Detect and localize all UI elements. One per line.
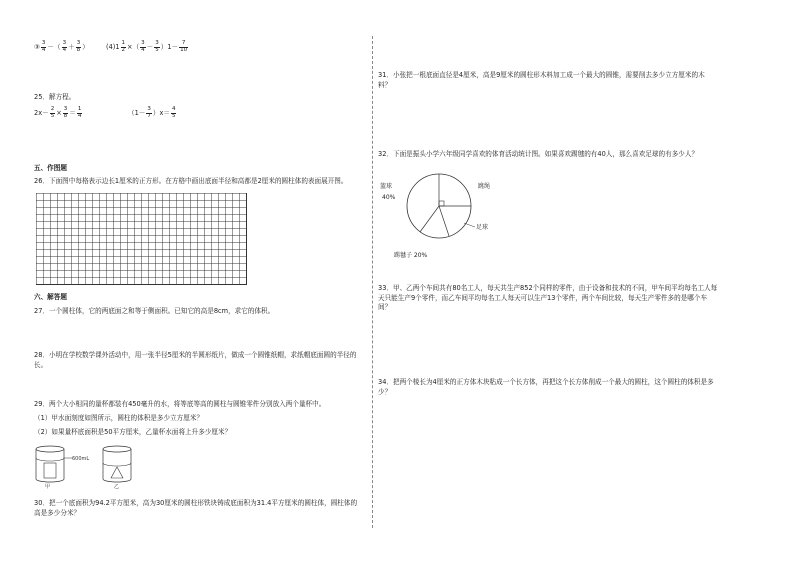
q34-text: 34．把两个棱长为4厘米的正方体木块粘成一个长方体，再把这个长方体削成一个最大的圆柱，这个圆柱的体积是多少？: [378, 378, 714, 396]
q27-text: 27．一个圆柱体，它的两底面之和等于侧面积。已知它的高是8cm，求它的体积。: [34, 307, 275, 315]
pie-label-basketball-pct: 40%: [382, 194, 396, 201]
item-number: ③: [34, 43, 40, 51]
fraction: $\frac{3}{7}$: [147, 106, 151, 119]
fraction: $\frac{3}{4}$: [141, 40, 145, 53]
fraction: $\frac{3}{4}$: [62, 40, 67, 53]
q30-text: 30．把一个底面积为94.2平方厘米，高为30厘米的圆柱形铁块铸成底面积为31.4平方厘米的圆柱体，圆柱体的高是多少分米？: [34, 499, 358, 517]
q32-text: 32．下面是振头小学六年级同学喜欢的体育活动统计图。如果喜欢踢毽的有40人，那么喜欢足球的有多少人？: [378, 150, 699, 158]
section-title-answers: 六、解答题: [34, 293, 67, 301]
cup-b-label: 乙: [114, 484, 120, 489]
pie-label-rope: 跳绳: [478, 183, 491, 190]
cup-a-label: 甲: [45, 484, 51, 489]
sports-pie-chart: [376, 168, 506, 260]
q25-title: 25．解方程。: [34, 93, 76, 101]
pie-label-basketball: 篮球: [380, 183, 393, 190]
fraction: $\frac{1}{2}$: [121, 40, 126, 53]
item-number: (4): [106, 43, 116, 51]
q33-text: 33．甲、乙两个车间共有80名工人，每天共生产852个同样的零件，由于设备和技术的不同，甲车间平均每名工人每天只能生产9个零件，而乙车间平均每名工人每天可以生产13个零件，两个车间比较，每天生产零件多的是哪个车间？: [378, 284, 718, 312]
square-grid[interactable]: [36, 193, 247, 285]
q25-eq1: 2x－ $\frac{2}{5}$ × $\frac{3}{8}$ ＝ $\frac{1}{4}$: [34, 106, 82, 119]
pie-label-football: 足球: [476, 224, 489, 231]
section-title-drawing: 五、作图题: [34, 164, 67, 172]
fraction: $\frac{4}{5}$: [171, 106, 176, 119]
q29-sub1: （1）甲水面刻度如图所示，圆柱的体积是多少立方厘米？: [34, 414, 204, 422]
q31-text: 31．小张把一根底面直径是4厘米，高是9厘米的圆柱形木料加工成一个最大的圆锥，需要削去多少立方厘米的木料？: [378, 71, 705, 89]
q24-item3: ③ $\frac{3}{4}$ －（ $\frac{3}{4}$ ＋ $\frac{3}{8}$ ）: [34, 40, 89, 53]
eq-part: 2x－: [34, 109, 49, 117]
pie-radius: [439, 206, 449, 236]
q28-text: 28．小明在学校数学课外活动中，用一张半径5厘米的半圆形纸片，做成一个圆锥纸帽，求纸帽底面圆的半径的长。: [34, 351, 357, 369]
q26-text: 26．下面图中每格表示边长1厘米的正方形。在方格中画出底面半径和高都是2厘米的圆柱体的表面展开图。: [34, 177, 348, 185]
q29-sub2: （2）如果量杯底面积是50平方厘米，乙量杯水面将上升多少厘米？: [34, 428, 232, 436]
fraction: $\frac{3}{4}$: [41, 40, 46, 53]
fraction: $\frac{7}{10}$: [180, 40, 188, 53]
pie-label-shuttlecock: 踢毽子 20%: [394, 252, 428, 259]
eq-part: （1－: [128, 109, 146, 117]
football-leader-line: [464, 223, 475, 227]
q24-item4: (4)1 $\frac{1}{2}$ ×（ $\frac{3}{4}$ － $\frac{3}{5}$ ）1－ $\frac{7}{10}$: [106, 40, 188, 53]
fraction: $\frac{1}{4}$: [77, 106, 82, 119]
cup-b: [103, 446, 131, 489]
fraction: $\frac{3}{8}$: [76, 40, 81, 53]
cup-mark-label: 600mL: [72, 456, 90, 462]
q29-text: 29．两个大小相同的量杯都装有450毫升的水，将等底等高的圆柱与圆锥零件分别放入两个量杯中。: [34, 400, 326, 408]
eq-part: ＝: [69, 109, 76, 117]
fraction: $\frac{3}{5}$: [155, 40, 159, 53]
fraction: $\frac{2}{5}$: [50, 106, 55, 119]
right-angle-mark: [439, 201, 444, 206]
measuring-cups-figure: [32, 443, 142, 489]
column-divider: [372, 36, 373, 528]
fraction: $\frac{3}{8}$: [63, 106, 68, 119]
q25-eq2: [128, 107, 177, 119]
eq-part: ）x＝: [152, 109, 170, 117]
pie-radius: [420, 206, 439, 232]
cup-a: [36, 446, 89, 489]
